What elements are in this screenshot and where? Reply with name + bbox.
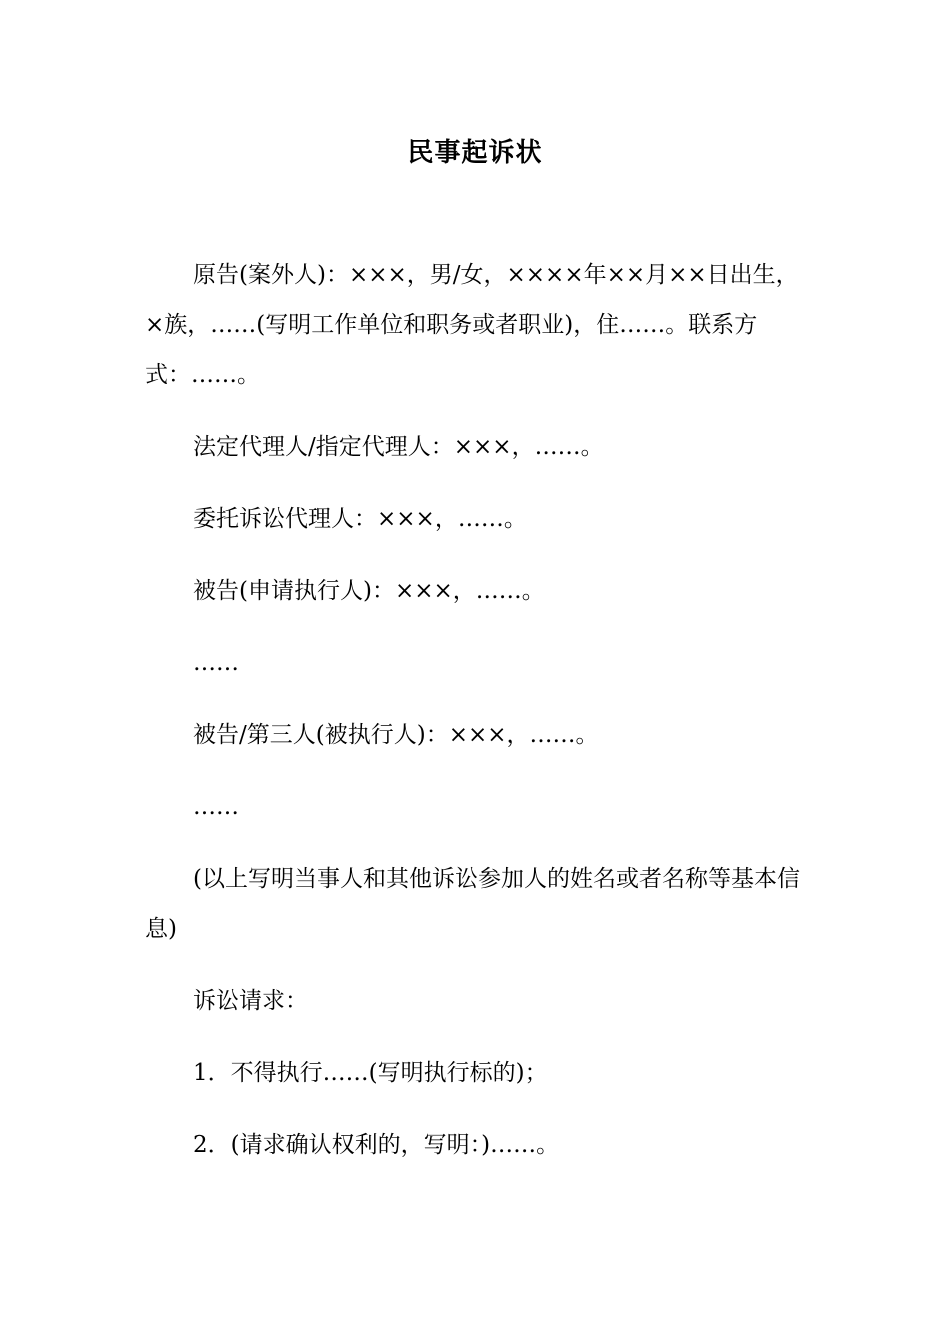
paragraph-entrusted-agent: 委托诉讼代理人：×××，……。 — [193, 506, 527, 532]
paragraph-claim-1: 1．不得执行……(写明执行标的)； — [193, 1060, 548, 1086]
paragraph-plaintiff: 原告(案外人)：×××，男/女，××××年××月××日出生，×族，……(写明工作单位和职务或者职业)，住……。联系方式：……。 — [145, 262, 799, 388]
paragraph-ellipsis-1: …… — [193, 650, 239, 676]
document-title: 民事起诉状 — [407, 138, 543, 168]
paragraph-legal-representative: 法定代理人/指定代理人：×××，……。 — [193, 434, 604, 460]
paragraph-defendant-applicant: 被告(申请执行人)：×××，……。 — [193, 578, 545, 604]
paragraph-claims-heading: 诉讼请求： — [193, 988, 308, 1014]
paragraph-ellipsis-2: …… — [193, 794, 239, 820]
paragraph-defendant-third-party: 被告/第三人(被执行人)：×××，……。 — [193, 722, 599, 748]
document-body — [145, 250, 805, 1192]
paragraph-claim-2: 2．(请求确认权利的，写明：)……。 — [193, 1132, 560, 1158]
paragraph-parties-note: (以上写明当事人和其他诉讼参加人的姓名或者名称等基本信息) — [145, 866, 800, 942]
